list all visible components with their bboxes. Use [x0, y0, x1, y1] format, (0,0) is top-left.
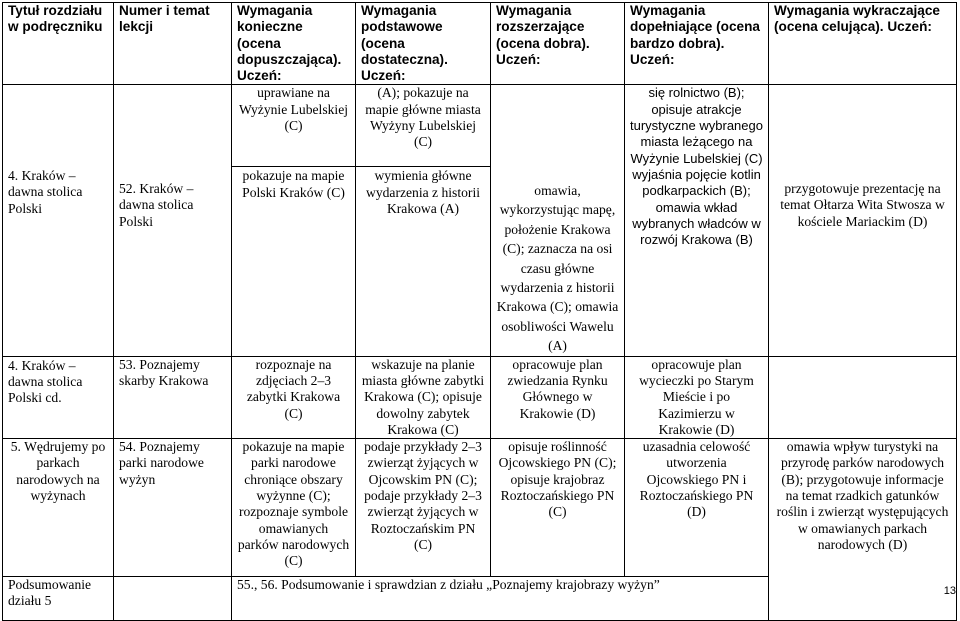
- cell-54-exceeding: omawia wpływ turystyki na przyrodę parków narodowych (B); przygotowuje informacje na temat rzadkich gatunków roślin i zwierząt występujących w omawianych parkach narodowych (D): [769, 439, 957, 621]
- table-row: [3, 167, 957, 356]
- cell-chapter-5: 5. Wędrujemy po parkach narodowych na wyżynach: [3, 439, 114, 577]
- header-basic: Wymagania podstawowe (ocena dostateczna). Uczeń:: [356, 3, 491, 85]
- cell-53-necessary: rozpoznaje na zdjęciach 2–3 zabytki Krakowa (C): [232, 356, 356, 438]
- cell-chapter-4: 4. Kraków – dawna stolica Polski: [3, 167, 114, 356]
- cell-54-necessary: pokazuje na mapie parki narodowe chroniące obszary wyżynne (C); rozpoznaje symbole omawianych parków narodowych (C): [232, 439, 356, 577]
- cell-53-basic: wskazuje na planie miasta główne zabytki Krakowa (C); opisuje dowolny zabytek Krakowa (C): [356, 356, 491, 438]
- cell-lesson-52: 52. Kraków – dawna stolica Polski: [114, 167, 232, 356]
- header-supplementary: Wymagania dopełniające (ocena bardzo dobra). Uczeń:: [625, 3, 769, 85]
- cell-54-supplementary: uzasadnia celowość utworzenia Ojcowskiego PN i Roztoczańskiego PN (D): [625, 439, 769, 577]
- cell-52-exceeding: przygotowuje prezentację na temat Ołtarza Wita Stwosza w kościele Mariackim (D): [769, 167, 957, 356]
- header-lesson: Numer i temat lekcji: [114, 3, 232, 85]
- cell-cont-basic: (A); pokazuje na mapie główne miasta Wyżyny Lubelskiej (C): [356, 85, 491, 167]
- header-chapter: Tytuł rozdziału w podręczniku: [3, 3, 114, 85]
- cell-52-basic: wymienia główne wydarzenia z historii Krakowa (A): [356, 167, 491, 356]
- cell-cont-supplementary: się rolnictwo (B); opisuje atrakcje turystyczne wybranego miasta leżącego na Wyżynie Lubelskiej (C): [625, 85, 769, 167]
- cell-52-supplementary: wyjaśnia pojęcie kotlin podkarpackich (B); omawia wkład wybranych władców w rozwój Krakowa (B): [625, 167, 769, 356]
- cell-54-basic: podaje przykłady 2–3 zwierząt żyjących w Ojcowskim PN (C); podaje przykłady 2–3 zwierząt żyjących w Roztoczańskim PN (C): [356, 439, 491, 577]
- cell-summary-note: 55., 56. Podsumowanie i sprawdzian z działu „Poznajemy krajobrazy wyżyn”: [232, 577, 769, 621]
- cell-53-extended: opracowuje plan zwiedzania Rynku Głównego w Krakowie (D): [491, 356, 625, 438]
- cell-53-exceeding: [769, 356, 957, 438]
- table-row: [3, 356, 957, 438]
- header-row: [3, 3, 957, 85]
- table-row: [3, 439, 957, 577]
- cell-lesson-53: 53. Poznajemy skarby Krakowa: [114, 356, 232, 438]
- header-exceeding: Wymagania wykraczające (ocena celująca). Uczeń:: [769, 3, 957, 85]
- cell-52-necessary: pokazuje na mapie Polski Kraków (C): [232, 167, 356, 356]
- table-row: [3, 85, 957, 167]
- curriculum-table: [2, 2, 957, 621]
- cell-52-extended: omawia, wykorzystując mapę, położenie Krakowa (C); zaznacza na osi czasu główne wydarzenia z historii Krakowa (C); omawia osobliwości Wawelu (A): [491, 167, 625, 356]
- header-extended: Wymagania rozszerzające (ocena dobra). Uczeń:: [491, 3, 625, 85]
- cell-53-supplementary: opracowuje plan wycieczki po Starym Mieście i po Kazimierzu w Krakowie (D): [625, 356, 769, 438]
- page-number: 13: [943, 585, 956, 597]
- cell-lesson-54: 54. Poznajemy parki narodowe wyżyn: [114, 439, 232, 577]
- cell-54-extended: opisuje roślinność Ojcowskiego PN (C); opisuje krajobraz Roztoczańskiego PN (C): [491, 439, 625, 577]
- header-necessary: Wymagania konieczne (ocena dopuszczająca). Uczeń:: [232, 3, 356, 85]
- cell-summary-chapter: Podsumowanie działu 5: [3, 577, 114, 621]
- cell-cont-necessary: uprawiane na Wyżynie Lubelskiej (C): [232, 85, 356, 167]
- cell-chapter-4-cd: 4. Kraków – dawna stolica Polski cd.: [3, 356, 114, 438]
